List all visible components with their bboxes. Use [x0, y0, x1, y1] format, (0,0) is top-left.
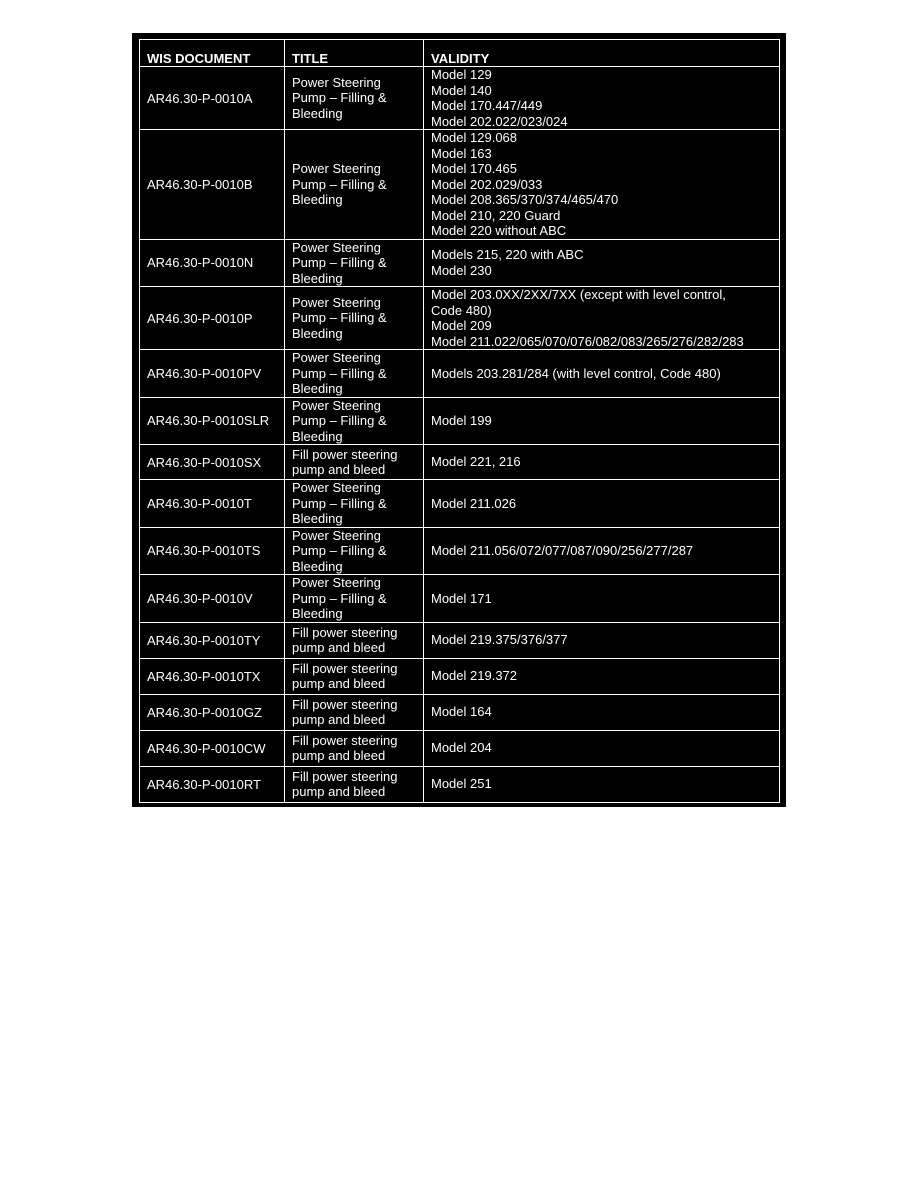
wis-document-cell: AR46.30-P-0010TS	[140, 527, 285, 575]
wis-document-cell: AR46.30-P-0010T	[140, 480, 285, 528]
title-line: Power Steering	[292, 161, 381, 176]
validity-line: Model 204	[431, 740, 492, 756]
validity-cell	[424, 445, 780, 480]
validity-line: Model 230	[431, 262, 492, 278]
table-row	[140, 67, 780, 130]
title-line: Pump – Filling &	[292, 310, 387, 326]
validity-line: Model 140	[431, 82, 492, 98]
validity-line: Model 170.465	[431, 161, 518, 176]
title-line: Bleeding	[292, 381, 343, 396]
wis-document-cell: AR46.30-P-0010TY	[140, 622, 285, 658]
title-line: Bleeding	[292, 325, 343, 341]
title-cell	[285, 658, 424, 694]
title-line: Pump – Filling &	[292, 543, 387, 558]
title-cell	[285, 239, 424, 287]
wis-document-cell: AR46.30-P-0010TX	[140, 658, 285, 694]
title-line: Pump – Filling &	[292, 590, 387, 606]
table-row	[140, 658, 780, 694]
table-row	[140, 130, 780, 240]
table-row	[140, 730, 780, 766]
wis-document-cell: AR46.30-P-0010GZ	[140, 694, 285, 730]
validity-line: Models 203.281/284 (with level control, Code 480)	[431, 365, 721, 381]
validity-line: Model 251	[431, 776, 492, 792]
validity-cell	[424, 130, 780, 240]
wis-document-cell: AR46.30-P-0010B	[140, 130, 285, 240]
title-line: Power Steering	[292, 294, 381, 310]
title-line: Bleeding	[292, 270, 343, 286]
title-line: Pump – Filling &	[292, 90, 387, 106]
validity-line: Model 219.372	[431, 668, 518, 684]
title-line: Fill power steering	[292, 660, 398, 676]
wis-document-table	[139, 39, 780, 803]
title-cell	[285, 350, 424, 398]
title-cell	[285, 766, 424, 802]
title-cell	[285, 527, 424, 575]
table-row	[140, 350, 780, 398]
validity-line: Model 203.0XX/2XX/7XX (except with level control,	[431, 287, 726, 302]
title-line: Fill power steering	[292, 732, 398, 748]
title-line: pump and bleed	[292, 676, 386, 691]
title-line: Pump – Filling &	[292, 495, 387, 511]
title-line: Bleeding	[292, 511, 343, 526]
table-body	[140, 67, 780, 803]
validity-line: Model 163	[431, 145, 492, 161]
validity-cell	[424, 397, 780, 445]
title-line: Bleeding	[292, 558, 343, 574]
validity-line: Model 202.029/033	[431, 176, 543, 192]
title-line: pump and bleed	[292, 784, 386, 799]
validity-line: Model 220 without ABC	[431, 223, 567, 238]
validity-line: Model 199	[431, 413, 492, 428]
table-row	[140, 766, 780, 802]
title-cell	[285, 67, 424, 130]
table-row	[140, 575, 780, 623]
validity-line: Model 171	[431, 590, 492, 606]
title-line: pump and bleed	[292, 712, 386, 727]
validity-line: Model 164	[431, 704, 492, 720]
validity-cell	[424, 287, 780, 350]
wis-document-cell: AR46.30-P-0010CW	[140, 730, 285, 766]
validity-line: Model 211.022/065/070/076/082/083/265/276/282/283	[431, 333, 744, 349]
title-line: pump and bleed	[292, 462, 386, 477]
validity-cell	[424, 67, 780, 130]
title-line: Pump – Filling &	[292, 413, 387, 428]
title-line: Fill power steering	[292, 446, 398, 462]
table-header-row	[140, 40, 780, 67]
validity-line: Models 215, 220 with ABC	[431, 247, 584, 263]
title-line: Power Steering	[292, 397, 381, 413]
wis-document-cell: AR46.30-P-0010SLR	[140, 397, 285, 445]
title-line: Fill power steering	[292, 624, 398, 640]
validity-line: Model 210, 220 Guard	[431, 207, 561, 223]
table-row	[140, 480, 780, 528]
wis-document-cell: AR46.30-P-0010N	[140, 239, 285, 287]
table-row	[140, 527, 780, 575]
title-line: Pump – Filling &	[292, 365, 387, 381]
title-line: Power Steering	[292, 527, 381, 543]
document-panel	[132, 33, 786, 807]
validity-cell	[424, 575, 780, 623]
header-wis-document: WIS DOCUMENT	[140, 40, 285, 67]
title-line: pump and bleed	[292, 748, 386, 763]
validity-line: Model 129	[431, 67, 492, 82]
title-line: Bleeding	[292, 428, 343, 444]
title-line: Pump – Filling &	[292, 176, 387, 192]
title-line: Fill power steering	[292, 696, 398, 712]
wis-document-cell: AR46.30-P-0010PV	[140, 350, 285, 398]
title-line: Power Steering	[292, 74, 381, 90]
validity-line: Model 219.375/376/377	[431, 632, 568, 648]
validity-line: Code 480)	[431, 302, 492, 318]
wis-document-cell: AR46.30-P-0010P	[140, 287, 285, 350]
title-line: Fill power steering	[292, 768, 398, 784]
validity-line: Model 129.068	[431, 130, 518, 145]
title-line: Power Steering	[292, 575, 381, 590]
table-row	[140, 287, 780, 350]
wis-document-cell: AR46.30-P-0010RT	[140, 766, 285, 802]
title-cell	[285, 730, 424, 766]
wis-document-cell: AR46.30-P-0010A	[140, 67, 285, 130]
title-line: Power Steering	[292, 239, 381, 255]
wis-document-cell: AR46.30-P-0010V	[140, 575, 285, 623]
title-line: Bleeding	[292, 105, 343, 121]
title-cell	[285, 287, 424, 350]
validity-line: Model 211.056/072/077/087/090/256/277/287	[431, 543, 694, 558]
title-cell	[285, 130, 424, 240]
table-row	[140, 445, 780, 480]
title-line: Power Steering	[292, 480, 381, 495]
header-title: TITLE	[285, 40, 424, 67]
validity-line: Model 170.447/449	[431, 98, 543, 113]
validity-cell	[424, 730, 780, 766]
validity-cell	[424, 527, 780, 575]
wis-document-cell: AR46.30-P-0010SX	[140, 445, 285, 480]
title-line: Bleeding	[292, 192, 343, 207]
title-cell	[285, 575, 424, 623]
table-row	[140, 622, 780, 658]
validity-line: Model 208.365/370/374/465/470	[431, 192, 619, 207]
validity-cell	[424, 350, 780, 398]
title-cell	[285, 445, 424, 480]
table-row	[140, 694, 780, 730]
title-line: pump and bleed	[292, 640, 386, 655]
validity-line: Model 209	[431, 318, 492, 333]
validity-cell	[424, 622, 780, 658]
validity-cell	[424, 239, 780, 287]
validity-line: Model 202.022/023/024	[431, 113, 568, 129]
table-row	[140, 397, 780, 445]
title-cell	[285, 397, 424, 445]
title-cell	[285, 694, 424, 730]
validity-line: Model 211.026	[431, 495, 517, 511]
title-cell	[285, 622, 424, 658]
validity-cell	[424, 658, 780, 694]
table-row	[140, 239, 780, 287]
validity-line: Model 221, 216	[431, 454, 521, 470]
validity-cell	[424, 694, 780, 730]
title-line: Power Steering	[292, 350, 381, 365]
validity-cell	[424, 480, 780, 528]
title-cell	[285, 480, 424, 528]
title-line: Bleeding	[292, 606, 343, 621]
header-validity: VALIDITY	[424, 40, 780, 67]
validity-cell	[424, 766, 780, 802]
title-line: Pump – Filling &	[292, 255, 387, 270]
